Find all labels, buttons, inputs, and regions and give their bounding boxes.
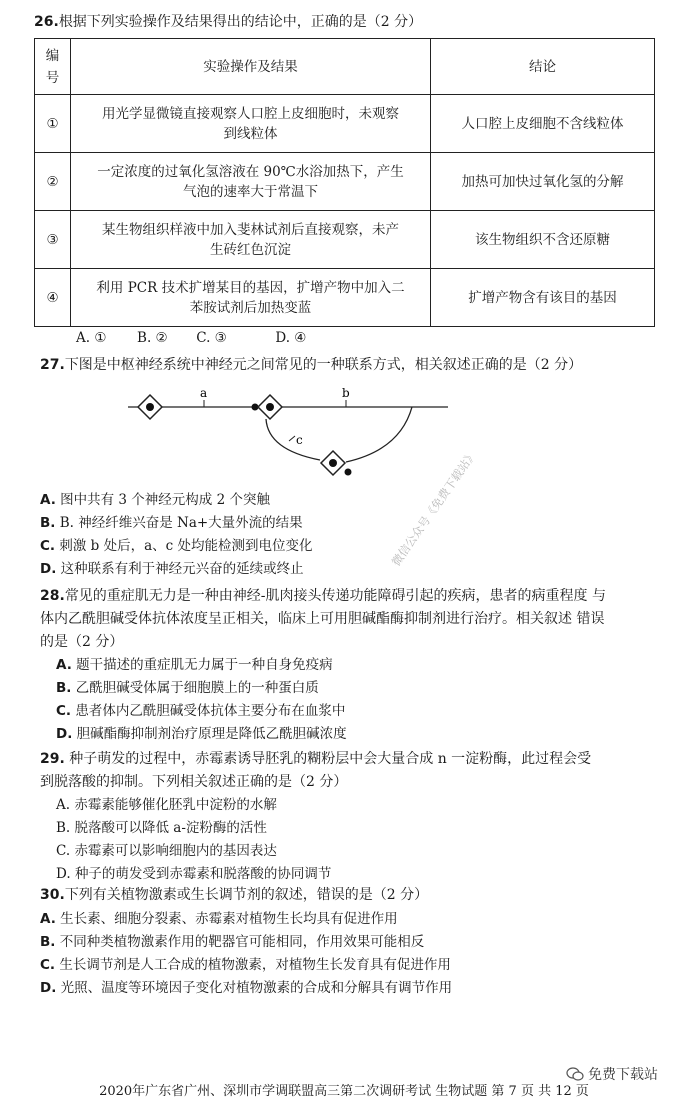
feedback-branch [346, 407, 412, 462]
q27-option-d: D. 这种联系有利于神经元兴奋的延续或终止 [40, 561, 304, 577]
q30-option-d: D. 光照、温度等环境因子变化对植物激素的合成和分解具有调节作用 [40, 980, 453, 996]
row-conclusion: 人口腔上皮细胞不含线粒体 [431, 95, 655, 153]
q28-option-a: A. 题干描述的重症肌无力属于一种自身免疫病 [56, 657, 333, 673]
q29-options [56, 795, 331, 884]
branch-to-neuron-3 [266, 419, 320, 460]
row-operation: 用光学显微镜直接观察人口腔上皮细胞时，未观察 到线粒体 [71, 95, 431, 153]
q26-option-d: D. ④ [275, 330, 307, 346]
brand-text: 免费下载站 [588, 1067, 658, 1083]
neuron-3-icon [321, 451, 345, 475]
q27-stem: 27.下图是中枢神经系统中神经元之间常见的一种联系方式，相关叙述正确的是（2 分） [40, 357, 583, 373]
q28-option-c: C. 患者体内乙酰胆碱受体抗体主要分布在血浆中 [56, 703, 346, 719]
watermark: 微信公众号《免费下载站》 [388, 447, 480, 569]
q28-options [56, 655, 347, 744]
neuron-2-icon [258, 395, 282, 419]
synapse-dot [345, 469, 352, 476]
q29-option-d: D. 种子的萌发受到赤霉素和脱落酸的协同调节 [56, 866, 332, 882]
q26-option-a: A. ① [76, 330, 107, 346]
row-operation: 利用 PCR 技术扩增某目的基因，扩增产物中加入二 苯胺试剂后加热变蓝 [71, 269, 431, 327]
marker-c [289, 436, 295, 441]
q28-option-b: B. 乙酰胆碱受体属于细胞膜上的一种蛋白质 [56, 680, 319, 696]
q30-option-c: C. 生长调节剂是人工合成的植物激素，对植物生长发育具有促进作用 [40, 957, 451, 973]
table-header-row [35, 39, 655, 95]
q28-option-d: D. 胆碱酯酶抑制剂治疗原理是降低乙酰胆碱浓度 [56, 726, 347, 742]
q28-stem: 28.常见的重症肌无力是一种由神经-肌肉接头传递功能障碍引起的疾病，患者的病重程度 与 体内乙酰胆碱受体抗体浓度呈正相关，临床上可用胆碱酯酶抑制剂进行治疗。相关叙述 错误 的是（2 分） [40, 588, 606, 650]
table-row [35, 153, 655, 211]
label-b: b [342, 386, 350, 400]
q27-option-b: B. B. 神经纤维兴奋是 Na+大量外流的结果 [40, 515, 303, 531]
table-row [35, 211, 655, 269]
table-row [35, 95, 655, 153]
q30-options [40, 909, 452, 998]
row-operation: 某生物组织样液中加入斐林试剂后直接观察，未产 生砖红色沉淀 [71, 211, 431, 269]
table-row [35, 269, 655, 327]
q30-option-a: A. 生长素、细胞分裂素、赤霉素对植物生长均具有促进作用 [40, 911, 398, 927]
q29-option-a: A. 赤霉素能够催化胚乳中淀粉的水解 [56, 797, 277, 813]
header-operation: 实验操作及结果 [71, 39, 431, 95]
header-conclusion: 结论 [431, 39, 655, 95]
q27-option-a: A. 图中共有 3 个神经元构成 2 个突触 [40, 492, 270, 508]
header-id: 编号 [35, 39, 71, 95]
q29-stem: 29. 种子萌发的过程中，赤霉素诱导胚乳的糊粉层中会大量合成 n 一淀粉酶，此过程会受 到脱落酸的抑制。下列相关叙述正确的是（2 分） [40, 751, 592, 790]
row-id: ① [35, 95, 71, 153]
neuron-diagram [0, 378, 688, 488]
row-id: ④ [35, 269, 71, 327]
q30-option-b: B. 不同种类植物激素作用的靶器官可能相同，作用效果可能相反 [40, 934, 425, 950]
wechat-icon [566, 1067, 584, 1081]
q29-option-c: C. 赤霉素可以影响细胞内的基因表达 [56, 843, 277, 859]
row-conclusion: 扩增产物含有该目的基因 [431, 269, 655, 327]
row-conclusion: 加热可加快过氧化氢的分解 [431, 153, 655, 211]
q29-option-b: B. 脱落酸可以降低 a-淀粉酶的活性 [56, 820, 267, 836]
q26-option-b: B. ② [137, 330, 168, 346]
q30-stem: 30.下列有关植物激素或生长调节剂的叙述，错误的是（2 分） [40, 887, 429, 903]
q26-stem: 26.根据下列实验操作及结果得出的结论中，正确的是（2 分） [34, 14, 423, 30]
row-operation: 一定浓度的过氧化氢溶液在 90℃水浴加热下，产生 气泡的速率大于常温下 [71, 153, 431, 211]
q26-option-c: C. ③ [196, 330, 227, 346]
q26-table [34, 38, 655, 327]
q27-option-c: C. 刺激 b 处后，a、c 处均能检测到电位变化 [40, 538, 313, 554]
label-a: a [200, 386, 208, 400]
row-id: ③ [35, 211, 71, 269]
row-conclusion: 该生物组织不含还原糖 [431, 211, 655, 269]
label-c: c [296, 433, 303, 447]
q26-options [76, 330, 306, 346]
row-id: ② [35, 153, 71, 211]
q27-options [40, 490, 312, 579]
page-footer: 2020年广东省广州、深圳市学调联盟高三第二次调研考试 生物试题 第 7 页 共 12 页 [99, 1084, 589, 1099]
neuron-1-icon [138, 395, 162, 419]
